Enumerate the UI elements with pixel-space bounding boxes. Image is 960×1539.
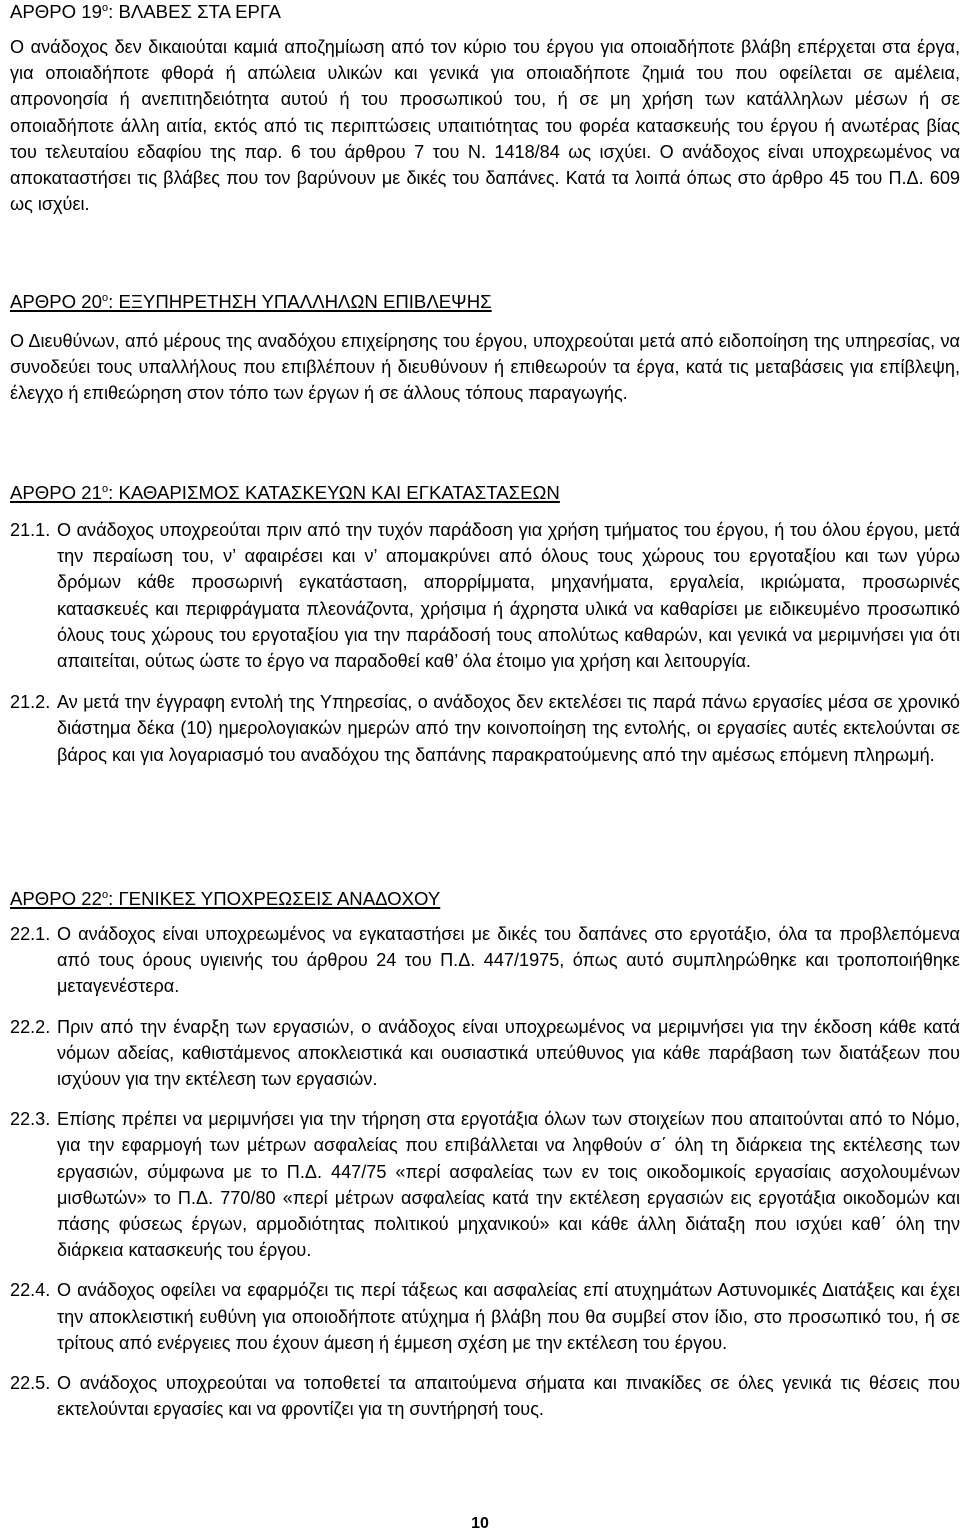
article-20-sup: ο [101,291,109,304]
article-22-sup: ο [101,888,109,901]
item-number: 22.4. [10,1280,51,1301]
item-number: 21.1. [10,520,51,540]
item-text: Αν μετά την έγγραφη εντολή της Υπηρεσίας, ο ανάδοχος δεν εκτελέσει τις παρά πάνω εργασίες μέσα σε χρονικό διάστημα δέκα (10) ημερολογιακών ημερών από την κοινοποίηση της εντολής, οι εργασίες αυτές εκτελούνται σε βάρος και για λογαριασμό του αναδόχου της δαπάνης παρακρατούμενης από την αμέσως επόμενη πληρωμή. [57,692,960,765]
article-19 [10,0,960,217]
item-number: 22.3. [10,1109,51,1130]
article-21-sup: ο [101,482,109,495]
item-text: Ο ανάδοχος οφείλει να εφαρμόζει τις περί τάξεως και ασφαλείας επί ατυχημάτων Αστυνομικές Διατάξεις και έχει την αποκλειστική ευθύνη για οποιοδήποτε ατύχημα ή βλάβη που θα συμβεί στον ίδιο, στο προσωπικό του, ή σε τρίτους από ενέργειες που έχουν άμεση ή έμμεση σχέση με την εκτέλεση του έργου. [57,1280,960,1353]
article-20-title: ΑΡΘΡΟ 20 [10,291,102,312]
item-text: Επίσης πρέπει να μεριμνήσει για την τήρηση στα εργοτάξια όλων των στοιχείων που απαιτούνται από το Νόμο, για την εφαρμογή των μέτρων ασφαλείας που επιβάλλεται να ληφθούν σ΄ όλη τη διάρκεια της εκτέλεσης των εργασιών, σύμφωνα με το Π.Δ. 447/75 «περί ασφαλείας των εν τοις οικοδομικοίς εργασίαις ασχολουμένων μισθωτών» το Π.Δ. 770/80 «περί μέτρων ασφαλείας κατά την εκτέλεση εργασιών εις εργοτάξια οικοδομών και πάσης φύσεως έργων, αρμοδιότητας πολιτικού μηχανικού» και κάθε άλλη διάταξη που ισχύει καθ΄ όλη την διάρκεια κατασκευής του έργου. [57,1109,960,1261]
item-number: 22.1. [10,924,51,944]
article-20-title-rest: : ΕΞΥΠΗΡΕΤΗΣΗ ΥΠΑΛΛΗΛΩΝ ΕΠΙΒΛΕΨΗΣ [108,291,492,312]
article-21-heading [10,481,960,505]
item-text: Πριν από την έναρξη των εργασιών, ο ανάδοχος είναι υποχρεωμένος να μεριμνήσει για την έκδοση κάθε κατά νόμων αδείας, καθιστάμενος αποκλειστικά και ουσιαστικά υπεύθυνος για κάθε παράβαση των διατάξεων που ισχύουν για την εκτέλεση των εργασιών. [57,1016,960,1090]
article-20-heading [10,290,960,314]
article-19-title: ΑΡΘΡΟ 19 [10,1,102,22]
article-21 [10,481,960,768]
article-19-sup: ο [101,1,109,14]
article-20-body: Ο Διευθύνων, από μέρους της αναδόχου επιχείρησης του έργου, υποχρεούται μετά από ειδοποίηση της υπηρεσίας, να συνοδεύει τους υπαλλήλους που επιβλέπουν ή διευθύνουν ή επιθεωρούν τα έργα, κατά τις μεταβάσεις για επίβλεψη, έλεγχο ή επιθεώρηση στον τόπο των έργων ή σε άλλους τόπους παραγωγής. [10,331,960,404]
article-21-title: ΑΡΘΡΟ 21 [10,482,102,503]
article-22-heading [10,887,960,911]
article-22-item-5 [10,1370,960,1422]
article-20 [10,290,960,407]
item-text: Ο ανάδοχος υποχρεούται να τοποθετεί τα απαιτούμενα σήματα και πινακίδες σε όλες γενικά τις θέσεις που εκτελούνται εργασίες και να φροντίζει για τη συντήρησή τους. [57,1373,960,1420]
article-22-item-4 [10,1277,960,1356]
item-number: 22.2. [10,1016,51,1037]
item-text: Ο ανάδοχος υποχρεούται πριν από την τυχόν παράδοση για χρήση τμήματος του έργου, ή του όλου έργου, μετά την περαίωση του, ν’ αφαιρέσει και ν’ απομακρύνει από όλους τους χώρους του εργοταξίου και των γύρω δρόμων κάθε προσωρινή εγκατάσταση, απορρίμματα, μηχανήματα, εργαλεία, ικριώματα, προσωρινές κατασκευές και περιφράγματα πλεονάζοντα, χρήσιμα ή άχρηστα υλικά να καθαρίσει με ειδικευμένο προσωπικό όλους τους χώρους του εργοταξίου για την παράδοσή τους απολύτως καθαρών, και γενικά να μεριμνήσει για ότι απαιτείται, ούτως ώστε το έργο να παραδοθεί καθ’ όλα έτοιμο για χρήση και λειτουργία. [57,520,960,672]
article-22-item-2 [10,1014,960,1093]
article-22-item-3 [10,1106,960,1263]
article-21-title-rest: : ΚΑΘΑΡΙΣΜΟΣ ΚΑΤΑΣΚΕΥΩΝ ΚΑΙ ΕΓΚΑΤΑΣΤΑΣΕΩΝ [108,482,560,503]
article-22-item-1 [10,921,960,1000]
item-number: 22.5. [10,1373,51,1394]
article-22-title: ΑΡΘΡΟ 22 [10,888,102,909]
article-22 [10,887,960,1422]
article-19-body: Ο ανάδοχος δεν δικαιούται καμιά αποζημίωση από τον κύριο του έργου για οποιαδήποτε βλάβη επέρχεται στα έργα, για οποιαδήποτε φθορά ή απώλεια υλικών και γενικά για οποιαδήποτε ζημιά του που οφείλεται σε αμέλεια, απρονοησία ή ανεπιτηδειότητα αυτού ή του προσωπικού του, ή σε μη χρήση των κατάλληλων μέσων ή σε οποιαδήποτε άλλη αιτία, εκτός από τις περιπτώσεις υπαιτιότητας του φορέα κατασκευής του έργου ή ανωτέρας βίας του τελευταίου εδαφίου της παρ. 6 του άρθρου 7 του Ν. 1418/84 ως ισχύει. Ο ανάδοχος είναι υποχρεωμένος να αποκαταστήσει τις βλάβες που τον βαρύνουν με δικές του δαπάνες. Κατά τα λοιπά όπως στο άρθρο 45 του Π.Δ. 609 ως ισχύει. [10,37,960,215]
item-text: Ο ανάδοχος είναι υποχρεωμένος να εγκαταστήσει με δικές του δαπάνες στο εργοτάξιο, όλα τα προβλεπόμενα από τους όρους υγιεινής του άρθρου 24 του Π.Δ. 447/1975, όπως αυτό συμπληρώθηκε και τροποποιήθηκε μεταγενέστερα. [57,924,960,997]
article-21-item-2 [10,689,960,768]
article-21-item-1 [10,517,960,674]
item-number: 21.2. [10,692,51,713]
article-19-title-rest: : ΒΛΑΒΕΣ ΣΤΑ ΕΡΓΑ [108,1,281,22]
page-number: 10 [471,1515,489,1532]
article-19-heading [10,0,960,24]
article-22-title-rest: : ΓΕΝΙΚΕΣ ΥΠΟΧΡΕΩΣΕΙΣ ΑΝΑΔΟΧΟΥ [108,888,441,909]
